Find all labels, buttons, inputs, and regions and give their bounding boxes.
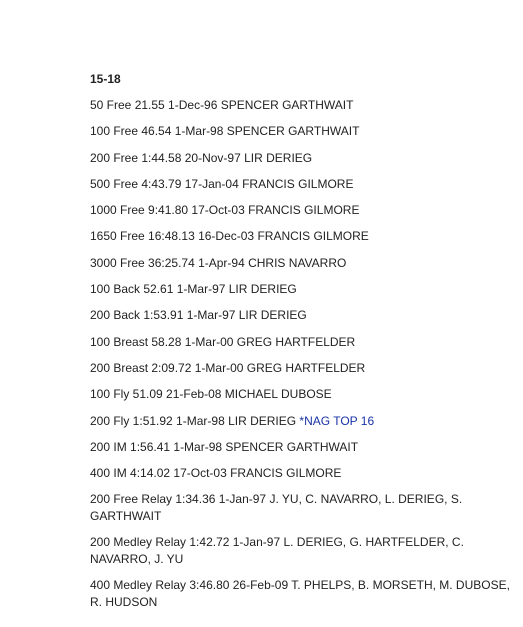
record-50-free <box>90 97 518 114</box>
record-200-free <box>90 150 518 167</box>
record-text: 200 IM 1:56.41 1-Mar-98 SPENCER GARTHWAIT <box>90 439 359 454</box>
record-100-fly <box>90 386 518 403</box>
record-200-fly <box>90 413 518 430</box>
record-text: 200 Back 1:53.91 1-Mar-97 LIR DERIEG <box>90 308 307 323</box>
records-list <box>90 97 518 620</box>
record-400-medley-relay <box>90 577 518 610</box>
record-400-im <box>90 465 518 482</box>
record-200-back <box>90 307 518 324</box>
record-text: 3000 Free 36:25.74 1-Apr-94 CHRIS NAVARRO <box>90 255 347 270</box>
record-200-im <box>90 439 518 456</box>
record-text: 500 Free 4:43.79 17-Jan-04 FRANCIS GILMORE <box>90 176 354 191</box>
record-1000-free <box>90 202 518 219</box>
record-200-free-relay <box>90 491 518 524</box>
record-text: 200 Breast 2:09.72 1-Mar-00 GREG HARTFELDER <box>90 360 366 375</box>
record-100-back <box>90 281 518 298</box>
record-text: 1650 Free 16:48.13 16-Dec-03 FRANCIS GILMORE <box>90 229 369 244</box>
record-text: 200 Medley Relay 1:42.72 1-Jan-97 L. DERIEG, G. HARTFELDER, C. NAVARRO, J. YU <box>90 535 464 566</box>
record-text: 400 Medley Relay 3:46.80 26-Feb-09 T. PHELPS, B. MORSETH, M. DUBOSE, R. HUDSON <box>90 578 510 609</box>
record-100-free <box>90 123 518 140</box>
record-text: 50 Free 21.55 1-Dec-96 SPENCER GARTHWAIT <box>90 98 354 112</box>
record-text: 400 IM 4:14.02 17-Oct-03 FRANCIS GILMORE <box>90 466 342 481</box>
nag-top-16-note: *NAG TOP 16 <box>299 413 375 428</box>
record-text: 100 Back 52.61 1-Mar-97 LIR DERIEG <box>90 282 297 297</box>
record-100-breast <box>90 334 518 351</box>
record-text: 100 Fly 51.09 21-Feb-08 MICHAEL DUBOSE <box>90 387 332 402</box>
record-text: 200 Free Relay 1:34.36 1-Jan-97 J. YU, C. NAVARRO, L. DERIEG, S. GARTHWAIT <box>90 492 463 523</box>
record-200-medley-relay <box>90 534 518 567</box>
record-text: 100 Free 46.54 1-Mar-98 SPENCER GARTHWAIT <box>90 124 360 139</box>
record-3000-free <box>90 255 518 272</box>
record-text: 1000 Free 9:41.80 17-Oct-03 FRANCIS GILMORE <box>90 203 360 218</box>
record-text: 200 Fly 1:51.92 1-Mar-98 LIR DERIEG <box>90 413 300 428</box>
record-200-breast <box>90 360 518 377</box>
record-text: 200 Free 1:44.58 20-Nov-97 LIR DERIEG <box>90 150 313 165</box>
record-500-free <box>90 176 518 193</box>
age-group-heading: 15-18 <box>90 72 121 86</box>
record-1650-free <box>90 228 518 245</box>
record-text: 100 Breast 58.28 1-Mar-00 GREG HARTFELDER <box>90 334 356 349</box>
